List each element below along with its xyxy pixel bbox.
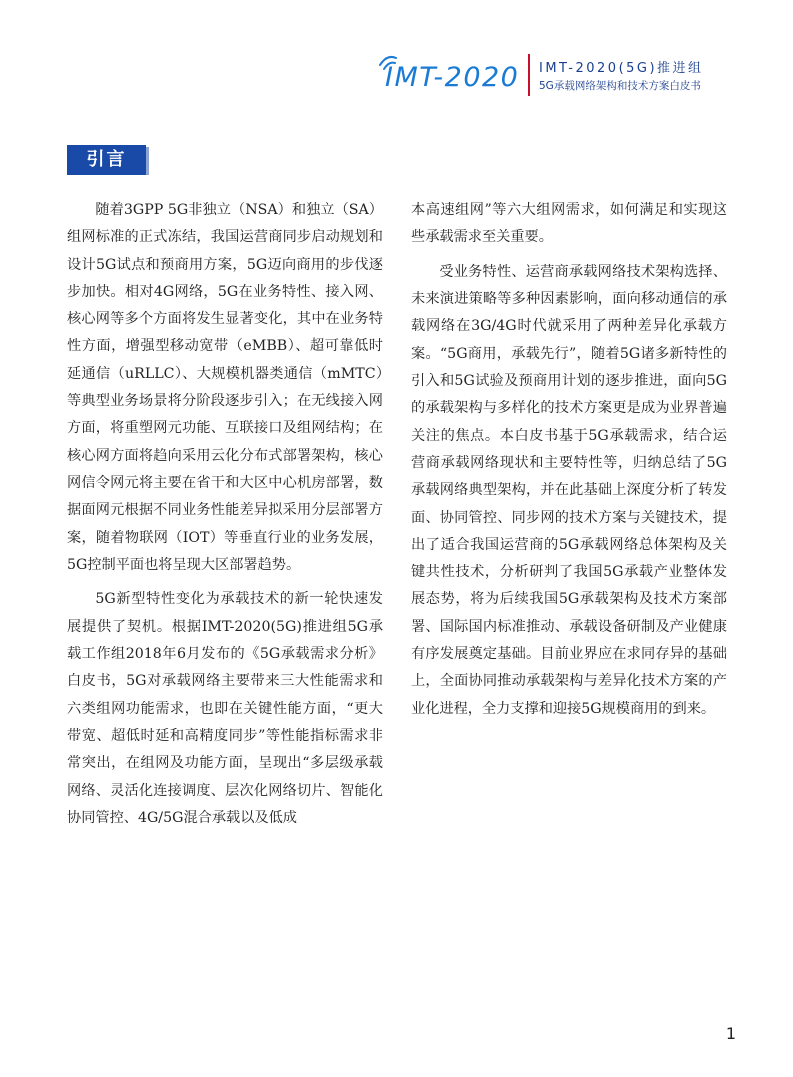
- section-title-accent: [146, 147, 149, 175]
- imt2020-logo: [374, 48, 522, 98]
- paragraph: 5G新型特性变化为承载技术的新一轮快速发展提供了契机。根据IMT-2020(5G)推进组5G承载工作组2018年6月发布的《5G承载需求分析》白皮书，5G对承载网络主要带来三大性能需求和六类组网功能需求，也即在关键性能方面，“更大带宽、超低时延和高精度同步”等性能指标需求非常突出，在组网及功能方面，呈现出“多层级承载网络、灵活化连接调度、层次化网络切片、智能化协同管控、4G/5G混合承载以及低成: [67, 591, 383, 826]
- paragraph: 随着3GPP 5G非独立（NSA）和独立（SA）组网标准的正式冻结，我国运营商同步启动规划和设计5G试点和预商用方案，5G迈向商用的步伐逐步加快。相对4G网络，5G在业务特性、接入网、核心网等多个方面将发生显著变化，其中在业务特性方面，增强型移动宽带（eMBB）、超可靠低时延通信（uRLLC）、大规模机器类通信（mMTC）等典型业务场景将分阶段逐步引入；在无线接入网方面，将重塑网元功能、互联接口及组网结构；在核心网方面将趋向采用云化分布式部署架构，核心网信令网元将主要在省干和大区中心机房部署，数据面网元根据不同业务性能差异拟采用分层部署方案，随着物联网（IOT）等垂直行业的业务发展，5G控制平面也将呈现大区部署趋势。: [67, 202, 383, 573]
- paragraph: 受业务特性、运营商承载网络技术架构选择、未来演进策略等多种因素影响，面向移动通信的承载网络在3G/4G时代就采用了两种差异化承载方案。“5G商用，承载先行”，随着5G诸多新特性的引入和5G试验及预商用计划的逐步推进，面向5G的承载架构与多样化的技术方案更是成为业界普遍关注的焦点。本白皮书基于5G承载需求，结合运营商承载网络现状和主要特性等，归纳总结了5G承载网络典型架构，并在此基础上深度分析了转发面、协同管控、同步网的技术方案与关键技术，提出了适合我国运营商的5G承载网络总体架构及关键共性技术，分析研判了我国5G承载产业整体发展态势，将为后续我国5G承载架构及技术方案部署、国际国内标准推动、承载设备研制及产业健康有序发展奠定基础。目前业界应在求同存异的基础上，全面协同推动承载架构与差异化技术方案的产业化进程，全力支撑和迎接5G规模商用的到来。: [411, 263, 727, 717]
- header-subtitle: 5G承载网络架构和技术方案白皮书: [539, 80, 701, 92]
- header-org-name: IMT-2020(5G)推进组: [539, 61, 704, 76]
- section-title: 引言: [86, 149, 127, 170]
- page-number: 1: [725, 1024, 736, 1043]
- body-column-right: [411, 197, 727, 730]
- header-divider: [528, 54, 530, 96]
- paragraph-continuation: 本高速组网”等六大组网需求，如何满足和实现这些承载需求至关重要。: [411, 202, 727, 246]
- logo-wordmark: IMT-2020: [385, 62, 520, 93]
- body-column-left: [67, 197, 383, 839]
